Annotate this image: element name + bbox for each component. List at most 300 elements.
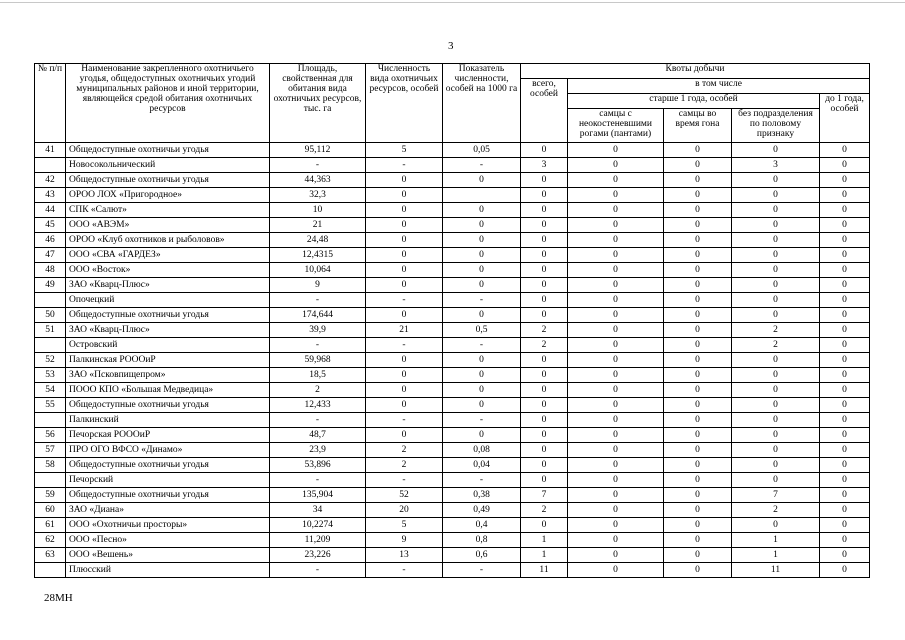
cell-no-sex-division: 0 [732, 203, 820, 218]
cell-area: 12,433 [270, 398, 366, 413]
cell-area: - [270, 338, 366, 353]
cell-males-antlers: 0 [568, 368, 664, 383]
header-total: всего, особей [521, 79, 568, 143]
cell-density-index: 0 [443, 248, 521, 263]
cell-territory-name: Опочецкий [66, 293, 270, 308]
cell-total: 0 [521, 248, 568, 263]
cell-population: 52 [366, 488, 443, 503]
table-row [35, 368, 870, 383]
cell-population: 0 [366, 263, 443, 278]
cell-total: 0 [521, 458, 568, 473]
cell-density-index: 0 [443, 428, 521, 443]
cell-no-sex-division: 0 [732, 443, 820, 458]
table-row [35, 488, 870, 503]
cell-males-antlers: 0 [568, 263, 664, 278]
cell-males-rut: 0 [664, 383, 732, 398]
table-row [35, 173, 870, 188]
cell-males-antlers: 0 [568, 563, 664, 578]
cell-under-one-year: 0 [820, 278, 870, 293]
cell-territory-name: ЗАО «Диана» [66, 503, 270, 518]
cell-area: 95,112 [270, 143, 366, 158]
cell-under-one-year: 0 [820, 143, 870, 158]
cell-density-index: - [443, 413, 521, 428]
cell-density-index: 0 [443, 203, 521, 218]
table-row [35, 473, 870, 488]
cell-territory-name: ЗАО «Псковпищепром» [66, 368, 270, 383]
cell-under-one-year: 0 [820, 263, 870, 278]
table-row [35, 263, 870, 278]
table-row [35, 338, 870, 353]
cell-total: 11 [521, 563, 568, 578]
cell-males-antlers: 0 [568, 458, 664, 473]
cell-total: 0 [521, 203, 568, 218]
cell-under-one-year: 0 [820, 563, 870, 578]
cell-density-index: 0,05 [443, 143, 521, 158]
table-row [35, 248, 870, 263]
cell-total: 0 [521, 428, 568, 443]
cell-row-number [35, 473, 66, 488]
cell-row-number: 56 [35, 428, 66, 443]
cell-total: 0 [521, 473, 568, 488]
cell-males-rut: 0 [664, 188, 732, 203]
cell-no-sex-division: 0 [732, 188, 820, 203]
cell-area: 135,904 [270, 488, 366, 503]
cell-total: 0 [521, 413, 568, 428]
cell-density-index: 0,49 [443, 503, 521, 518]
cell-territory-name: Общедоступные охотничьи угодья [66, 308, 270, 323]
cell-males-antlers: 0 [568, 533, 664, 548]
cell-under-one-year: 0 [820, 488, 870, 503]
cell-males-rut: 0 [664, 473, 732, 488]
cell-males-antlers: 0 [568, 278, 664, 293]
cell-population: 0 [366, 173, 443, 188]
cell-males-rut: 0 [664, 293, 732, 308]
cell-males-rut: 0 [664, 503, 732, 518]
cell-row-number: 54 [35, 383, 66, 398]
cell-total: 2 [521, 338, 568, 353]
cell-population: 5 [366, 518, 443, 533]
cell-row-number: 46 [35, 233, 66, 248]
cell-area: 48,7 [270, 428, 366, 443]
cell-territory-name: ООО «Восток» [66, 263, 270, 278]
cell-area: 21 [270, 218, 366, 233]
cell-under-one-year: 0 [820, 473, 870, 488]
cell-territory-name: СПК «Салют» [66, 203, 270, 218]
header-under-one-year: до 1 года, особей [820, 94, 870, 143]
cell-males-antlers: 0 [568, 398, 664, 413]
cell-no-sex-division: 1 [732, 533, 820, 548]
cell-territory-name: ОРОО ЛОХ «Пригородное» [66, 188, 270, 203]
cell-density-index: 0 [443, 278, 521, 293]
cell-under-one-year: 0 [820, 203, 870, 218]
cell-population: 0 [366, 233, 443, 248]
header-older-than-one-year: старше 1 года, особей [568, 94, 820, 109]
cell-density-index: 0 [443, 398, 521, 413]
cell-density-index: 0,04 [443, 458, 521, 473]
cell-area: 44,363 [270, 173, 366, 188]
header-area: Площадь, свойственная для обитания вида охотничьих ресурсов, тыс. га [270, 64, 366, 143]
cell-no-sex-division: 0 [732, 383, 820, 398]
cell-row-number [35, 293, 66, 308]
table-row [35, 563, 870, 578]
cell-row-number: 57 [35, 443, 66, 458]
cell-no-sex-division: 0 [732, 398, 820, 413]
cell-population: 2 [366, 458, 443, 473]
cell-males-antlers: 0 [568, 233, 664, 248]
header-no-sex-division: без подразделения по половому признаку [732, 109, 820, 143]
header-including: в том числе [568, 79, 870, 94]
footer-document-code: 28МН [44, 592, 73, 604]
cell-density-index: - [443, 293, 521, 308]
cell-males-antlers: 0 [568, 338, 664, 353]
cell-no-sex-division: 0 [732, 458, 820, 473]
cell-males-rut: 0 [664, 218, 732, 233]
cell-row-number: 53 [35, 368, 66, 383]
cell-total: 0 [521, 143, 568, 158]
cell-population: 13 [366, 548, 443, 563]
cell-under-one-year: 0 [820, 248, 870, 263]
cell-males-rut: 0 [664, 248, 732, 263]
cell-density-index: 0 [443, 353, 521, 368]
cell-no-sex-division: 0 [732, 248, 820, 263]
cell-population: 0 [366, 398, 443, 413]
cell-population: 21 [366, 323, 443, 338]
cell-population: 0 [366, 203, 443, 218]
cell-row-number: 52 [35, 353, 66, 368]
cell-density-index: 0,6 [443, 548, 521, 563]
cell-no-sex-division: 7 [732, 488, 820, 503]
cell-males-rut: 0 [664, 158, 732, 173]
cell-no-sex-division: 0 [732, 308, 820, 323]
cell-total: 0 [521, 518, 568, 533]
cell-density-index: 0 [443, 233, 521, 248]
cell-density-index: 0 [443, 218, 521, 233]
cell-area: 10,064 [270, 263, 366, 278]
cell-density-index: 0,5 [443, 323, 521, 338]
cell-males-rut: 0 [664, 353, 732, 368]
cell-males-rut: 0 [664, 338, 732, 353]
cell-density-index: 0 [443, 173, 521, 188]
cell-no-sex-division: 2 [732, 323, 820, 338]
cell-density-index [443, 188, 521, 203]
cell-population: 2 [366, 443, 443, 458]
cell-population: - [366, 413, 443, 428]
cell-no-sex-division: 0 [732, 263, 820, 278]
cell-density-index: - [443, 338, 521, 353]
cell-row-number: 61 [35, 518, 66, 533]
cell-density-index: 0 [443, 308, 521, 323]
cell-males-rut: 0 [664, 308, 732, 323]
cell-territory-name: ООО «Вешень» [66, 548, 270, 563]
cell-territory-name: Общедоступные охотничьи угодья [66, 488, 270, 503]
cell-population: 0 [366, 278, 443, 293]
cell-row-number: 58 [35, 458, 66, 473]
cell-no-sex-division: 0 [732, 218, 820, 233]
table-row [35, 308, 870, 323]
cell-row-number [35, 413, 66, 428]
cell-no-sex-division: 0 [732, 473, 820, 488]
cell-total: 0 [521, 308, 568, 323]
cell-under-one-year: 0 [820, 158, 870, 173]
cell-under-one-year: 0 [820, 503, 870, 518]
cell-row-number: 50 [35, 308, 66, 323]
cell-area: 34 [270, 503, 366, 518]
cell-males-rut: 0 [664, 458, 732, 473]
cell-no-sex-division: 0 [732, 173, 820, 188]
cell-total: 0 [521, 353, 568, 368]
cell-territory-name: Палкинская РОООиР [66, 353, 270, 368]
cell-density-index: 0,8 [443, 533, 521, 548]
cell-territory-name: Общедоступные охотничьи угодья [66, 458, 270, 473]
cell-territory-name: Новосокольнический [66, 158, 270, 173]
cell-under-one-year: 0 [820, 218, 870, 233]
cell-males-antlers: 0 [568, 503, 664, 518]
table-row [35, 203, 870, 218]
table-row [35, 188, 870, 203]
cell-density-index: 0,38 [443, 488, 521, 503]
cell-under-one-year: 0 [820, 293, 870, 308]
cell-row-number: 60 [35, 503, 66, 518]
cell-males-antlers: 0 [568, 323, 664, 338]
cell-males-rut: 0 [664, 233, 732, 248]
cell-males-rut: 0 [664, 548, 732, 563]
cell-density-index: 0,08 [443, 443, 521, 458]
cell-row-number: 45 [35, 218, 66, 233]
cell-total: 0 [521, 278, 568, 293]
top-edge-line [0, 2, 905, 3]
cell-males-antlers: 0 [568, 158, 664, 173]
cell-row-number: 42 [35, 173, 66, 188]
cell-males-antlers: 0 [568, 188, 664, 203]
cell-density-index: - [443, 473, 521, 488]
cell-males-antlers: 0 [568, 173, 664, 188]
cell-total: 2 [521, 503, 568, 518]
cell-density-index: 0 [443, 383, 521, 398]
cell-area: - [270, 413, 366, 428]
cell-no-sex-division: 2 [732, 338, 820, 353]
cell-males-rut: 0 [664, 563, 732, 578]
cell-row-number: 62 [35, 533, 66, 548]
cell-males-rut: 0 [664, 533, 732, 548]
cell-population: 9 [366, 533, 443, 548]
cell-territory-name: ПООО КПО «Большая Медведица» [66, 383, 270, 398]
cell-males-antlers: 0 [568, 353, 664, 368]
table-row [35, 533, 870, 548]
cell-males-rut: 0 [664, 278, 732, 293]
cell-under-one-year: 0 [820, 233, 870, 248]
cell-total: 0 [521, 383, 568, 398]
cell-under-one-year: 0 [820, 323, 870, 338]
cell-row-number [35, 158, 66, 173]
cell-territory-name: ООО «Охотничьи просторы» [66, 518, 270, 533]
cell-territory-name: Общедоступные охотничьи угодья [66, 398, 270, 413]
cell-no-sex-division: 0 [732, 293, 820, 308]
cell-total: 2 [521, 323, 568, 338]
cell-males-antlers: 0 [568, 293, 664, 308]
cell-area: 23,9 [270, 443, 366, 458]
cell-territory-name: ООО «СВА «ГАРДЕЗ» [66, 248, 270, 263]
cell-territory-name: Общедоступные охотничьи угодья [66, 143, 270, 158]
cell-under-one-year: 0 [820, 368, 870, 383]
cell-males-antlers: 0 [568, 443, 664, 458]
cell-territory-name: Палкинский [66, 413, 270, 428]
hunting-quota-table [34, 63, 870, 578]
cell-males-rut: 0 [664, 263, 732, 278]
cell-row-number: 47 [35, 248, 66, 263]
cell-area: 10 [270, 203, 366, 218]
cell-males-antlers: 0 [568, 473, 664, 488]
cell-males-rut: 0 [664, 173, 732, 188]
cell-under-one-year: 0 [820, 518, 870, 533]
cell-area: - [270, 158, 366, 173]
cell-total: 0 [521, 218, 568, 233]
cell-row-number [35, 338, 66, 353]
cell-area: - [270, 293, 366, 308]
table-row [35, 548, 870, 563]
cell-no-sex-division: 2 [732, 503, 820, 518]
cell-under-one-year: 0 [820, 443, 870, 458]
table-row [35, 398, 870, 413]
cell-total: 3 [521, 158, 568, 173]
cell-population: 0 [366, 218, 443, 233]
cell-under-one-year: 0 [820, 173, 870, 188]
cell-no-sex-division: 11 [732, 563, 820, 578]
cell-density-index: 0 [443, 263, 521, 278]
cell-density-index: - [443, 563, 521, 578]
cell-no-sex-division: 0 [732, 278, 820, 293]
cell-total: 7 [521, 488, 568, 503]
header-quotas: Квоты добычи [521, 64, 870, 79]
table-row [35, 428, 870, 443]
table-row [35, 443, 870, 458]
cell-males-antlers: 0 [568, 218, 664, 233]
cell-no-sex-division: 0 [732, 518, 820, 533]
cell-males-rut: 0 [664, 518, 732, 533]
table-row [35, 143, 870, 158]
cell-population: 0 [366, 308, 443, 323]
cell-row-number [35, 563, 66, 578]
cell-density-index: 0 [443, 368, 521, 383]
cell-territory-name: Островский [66, 338, 270, 353]
cell-no-sex-division: 0 [732, 143, 820, 158]
header-population: Численность вида охотничьих ресурсов, особей [366, 64, 443, 143]
table-row [35, 353, 870, 368]
cell-density-index: - [443, 158, 521, 173]
cell-territory-name: Плюсский [66, 563, 270, 578]
cell-row-number: 51 [35, 323, 66, 338]
cell-population: 0 [366, 353, 443, 368]
table-row [35, 503, 870, 518]
cell-population: 0 [366, 428, 443, 443]
cell-territory-name: ПРО ОГО ВФСО «Динамо» [66, 443, 270, 458]
cell-males-antlers: 0 [568, 248, 664, 263]
cell-under-one-year: 0 [820, 413, 870, 428]
cell-area: - [270, 563, 366, 578]
cell-total: 0 [521, 398, 568, 413]
cell-males-rut: 0 [664, 428, 732, 443]
cell-no-sex-division: 0 [732, 428, 820, 443]
cell-row-number: 43 [35, 188, 66, 203]
cell-under-one-year: 0 [820, 308, 870, 323]
cell-area: 11,209 [270, 533, 366, 548]
cell-territory-name: Печорская РОООиР [66, 428, 270, 443]
cell-no-sex-division: 0 [732, 413, 820, 428]
cell-area: 24,48 [270, 233, 366, 248]
table-row [35, 233, 870, 248]
cell-row-number: 48 [35, 263, 66, 278]
cell-area: 39,9 [270, 323, 366, 338]
cell-total: 0 [521, 293, 568, 308]
cell-under-one-year: 0 [820, 338, 870, 353]
cell-population: 20 [366, 503, 443, 518]
cell-under-one-year: 0 [820, 548, 870, 563]
table-body [35, 143, 870, 578]
cell-population: 5 [366, 143, 443, 158]
cell-males-rut: 0 [664, 143, 732, 158]
table-row [35, 278, 870, 293]
cell-area: 174,644 [270, 308, 366, 323]
cell-population: 0 [366, 248, 443, 263]
cell-territory-name: ООО «Песно» [66, 533, 270, 548]
cell-territory-name: ОРОО «Клуб охотников и рыболовов» [66, 233, 270, 248]
cell-area: 12,4315 [270, 248, 366, 263]
cell-row-number: 63 [35, 548, 66, 563]
cell-row-number: 44 [35, 203, 66, 218]
cell-males-antlers: 0 [568, 308, 664, 323]
cell-territory-name: Печорский [66, 473, 270, 488]
table-row [35, 458, 870, 473]
header-density-index: Показатель численности, особей на 1000 га [443, 64, 521, 143]
cell-males-antlers: 0 [568, 428, 664, 443]
cell-row-number: 49 [35, 278, 66, 293]
cell-territory-name: ЗАО «Кварц-Плюс» [66, 323, 270, 338]
cell-total: 0 [521, 233, 568, 248]
cell-males-antlers: 0 [568, 143, 664, 158]
cell-under-one-year: 0 [820, 353, 870, 368]
table-row [35, 158, 870, 173]
cell-population: - [366, 338, 443, 353]
cell-density-index: 0,4 [443, 518, 521, 533]
cell-no-sex-division: 0 [732, 233, 820, 248]
cell-total: 1 [521, 533, 568, 548]
cell-area: 9 [270, 278, 366, 293]
cell-territory-name: ООО «АВЭМ» [66, 218, 270, 233]
cell-area: 10,2274 [270, 518, 366, 533]
table-row [35, 383, 870, 398]
header-males-rut: самцы во время гона [664, 109, 732, 143]
cell-area: 53,896 [270, 458, 366, 473]
cell-population: 0 [366, 383, 443, 398]
header-territory-name: Наименование закрепленного охотничьего угодья, общедоступных охотничьих угодий муниципальных районов и иной территории, являющейся средой обитания охотничьих ресурсов [66, 64, 270, 143]
header-males-antlers: самцы с неокостеневшими рогами (пантами) [568, 109, 664, 143]
cell-under-one-year: 0 [820, 458, 870, 473]
cell-area: 23,226 [270, 548, 366, 563]
cell-population: - [366, 293, 443, 308]
cell-no-sex-division: 3 [732, 158, 820, 173]
cell-area: 59,968 [270, 353, 366, 368]
cell-population: 0 [366, 188, 443, 203]
cell-population: - [366, 563, 443, 578]
cell-males-rut: 0 [664, 203, 732, 218]
cell-total: 0 [521, 368, 568, 383]
cell-population: - [366, 473, 443, 488]
cell-under-one-year: 0 [820, 398, 870, 413]
cell-total: 0 [521, 173, 568, 188]
cell-no-sex-division: 0 [732, 368, 820, 383]
cell-under-one-year: 0 [820, 428, 870, 443]
cell-males-rut: 0 [664, 488, 732, 503]
cell-row-number: 41 [35, 143, 66, 158]
